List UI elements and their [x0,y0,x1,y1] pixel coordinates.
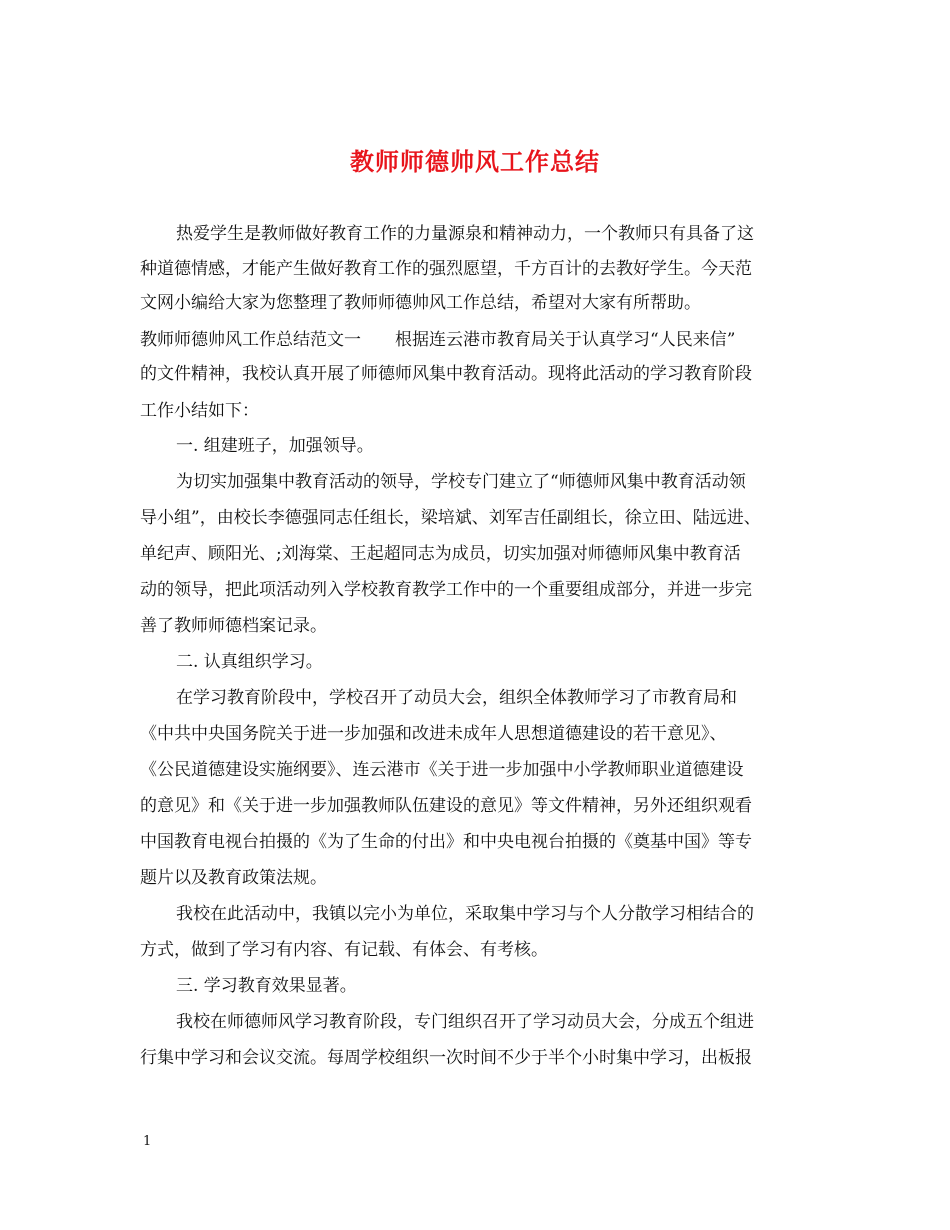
paragraph-line: 为切实加强集中教育活动的领导，学校专门建立了“师德师风集中教育活动领 [176,472,746,492]
paragraph-line: 工作小结如下： [140,401,259,421]
paragraph-line: 的意见》和《关于进一步加强教师队伍建设的意见》等文件精神，另外还组织观看 [140,796,752,816]
section-heading: 二. 认真组织学习。 [176,652,323,672]
paragraph-line: 文网小编给大家为您整理了教师师德帅风工作总结，希望对大家有所帮助。 [140,293,701,313]
paragraph-line: 我校在师德师风学习教育阶段，专门组织召开了学习动员大会，分成五个组进 [176,1012,754,1032]
paragraph-line: 教师师德帅风工作总结范文一 根据连云港市教育局关于认真学习“人民来信” [140,330,736,350]
paragraph-line: 热爱学生是教师做好教育工作的力量源泉和精神动力，一个教师只有具备了这 [176,224,754,244]
paragraph-line: 动的领导，把此项活动列入学校教育教学工作中的一个重要组成部分，并进一步完 [140,580,752,600]
document-title: 教师师德帅风工作总结 [350,147,600,176]
page-number: 1 [143,1134,152,1149]
paragraph-line: 题片以及教育政策法规。 [140,868,327,888]
paragraph-line: 行集中学习和会议交流。每周学校组织一次时间不少于半个小时集中学习，出板报 [140,1048,752,1068]
paragraph-line: 在学习教育阶段中，学校召开了动员大会，组织全体教师学习了市教育局和 [176,688,737,708]
paragraph-line: 中国教育电视台拍摄的《为了生命的付出》和中央电视台拍摄的《奠基中国》等专 [140,832,752,852]
paragraph-line: 善了教师师德档案记录。 [140,616,327,636]
paragraph-line: 种道德情感，才能产生做好教育工作的强烈愿望，千方百计的去教好学生。今天范 [140,259,752,279]
paragraph-line: 单纪声、顾阳光、;刘海棠、王起超同志为成员，切实加强对师德师风集中教育活 [140,544,741,564]
paragraph-line: 《中共中央国务院关于进一步加强和改进未成年人思想道德建设的若干意见》、 [140,724,727,744]
paragraph-line: 的文件精神，我校认真开展了师德师风集中教育活动。现将此活动的学习教育阶段 [140,364,752,384]
section-heading: 三. 学习教育效果显著。 [176,976,357,996]
section-heading: 一. 组建班子，加强领导。 [176,436,374,456]
paragraph-line: 我校在此活动中，我镇以完小为单位，采取集中学习与个人分散学习相结合的 [176,904,754,924]
paragraph-line: 《公民道德建设实施纲要》、连云港市《关于进一步加强中小学教师职业道德建设 [140,760,744,780]
paragraph-line: 导小组”，由校长李德强同志任组长，梁培斌、刘军吉任副组长，徐立田、陆远进、 [140,508,761,528]
paragraph-line: 方式，做到了学习有内容、有记载、有体会、有考核。 [140,940,548,960]
